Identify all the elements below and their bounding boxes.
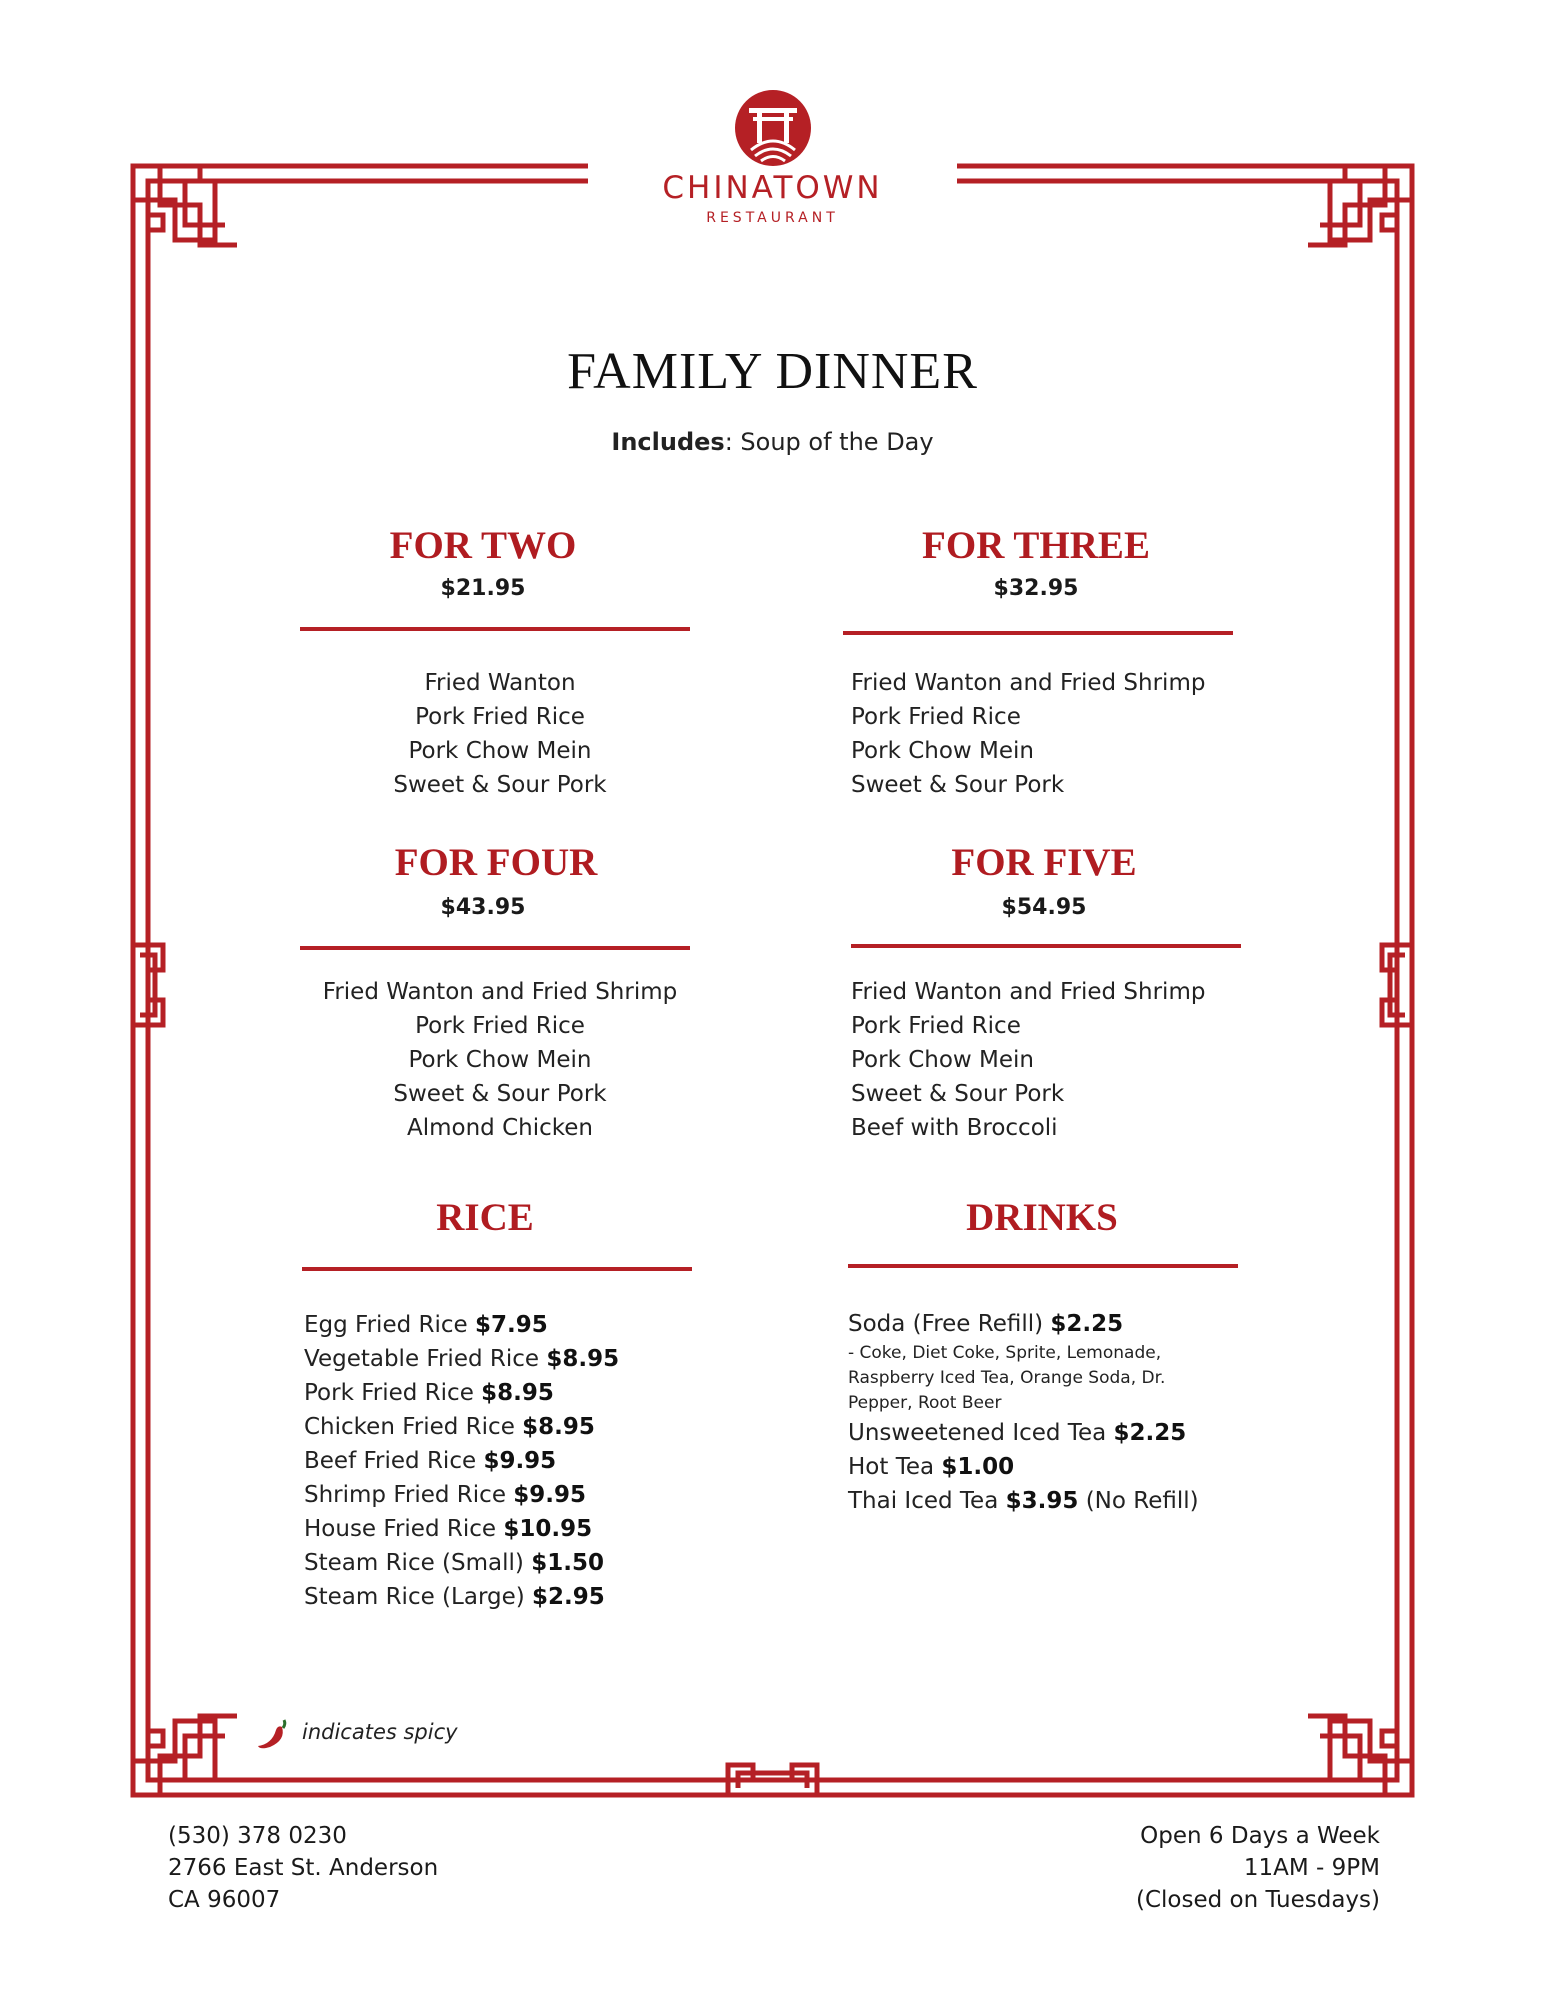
list-item: Pork Chow Mein <box>408 738 592 764</box>
list-item: Sweet & Sour Pork <box>393 772 607 798</box>
section-divider <box>300 627 690 631</box>
list-item: Fried Wanton and Fried Shrimp <box>851 670 1206 696</box>
list-item: Pork Chow Mein <box>408 1047 592 1073</box>
list-item: Almond Chicken <box>407 1115 593 1141</box>
hours-line: Open 6 Days a Week <box>1140 1823 1380 1849</box>
list-item: Shrimp Fried Rice $9.95 <box>304 1482 587 1508</box>
menu-title: FAMILY DINNER <box>567 343 978 400</box>
list-item: Sweet & Sour Pork <box>851 1081 1065 1107</box>
list-item: Sweet & Sour Pork <box>393 1081 607 1107</box>
list-item: Pork Fried Rice <box>851 704 1021 730</box>
brand-subtitle: RESTAURANT <box>706 210 839 226</box>
list-item: Hot Tea $1.00 <box>848 1454 1015 1480</box>
list-item: Pork Fried Rice $8.95 <box>304 1380 554 1406</box>
item-list-for-two <box>300 666 700 802</box>
spicy-legend-text: indicates spicy <box>302 1720 458 1744</box>
list-item: Chicken Fried Rice $8.95 <box>304 1414 595 1440</box>
section-divider <box>851 944 1241 948</box>
chili-pepper-icon <box>256 1716 292 1752</box>
section-title-for-two: FOR TWO <box>389 524 577 567</box>
list-item: House Fried Rice $10.95 <box>304 1516 593 1542</box>
hours-line: (Closed on Tuesdays) <box>1135 1887 1380 1913</box>
list-item: Sweet & Sour Pork <box>851 772 1065 798</box>
list-item: Thai Iced Tea $3.95 (No Refill) <box>848 1488 1199 1514</box>
includes-label: Includes <box>611 428 725 456</box>
list-item: Fried Wanton <box>424 670 576 696</box>
list-item: Beef Fried Rice $9.95 <box>304 1448 557 1474</box>
list-item: Pork Fried Rice <box>415 704 585 730</box>
list-item: Vegetable Fried Rice $8.95 <box>304 1346 620 1372</box>
section-divider <box>848 1264 1238 1268</box>
brand-name: CHINATOWN <box>662 170 883 206</box>
list-item: Egg Fried Rice $7.95 <box>304 1312 548 1338</box>
section-title-for-four: FOR FOUR <box>394 841 598 884</box>
section-divider <box>300 946 690 950</box>
phone-number: (530) 378 0230 <box>168 1823 347 1849</box>
section-title-for-three: FOR THREE <box>922 524 1150 567</box>
section-price-for-five: $54.95 <box>1001 895 1087 920</box>
opening-hours <box>1136 1820 1380 1916</box>
section-title-drinks: DRINKS <box>966 1196 1118 1239</box>
list-item: Pork Chow Mein <box>851 1047 1035 1073</box>
gate-logo-icon <box>733 88 813 168</box>
list-item: Pork Fried Rice <box>851 1013 1021 1039</box>
section-title-for-five: FOR FIVE <box>951 841 1137 884</box>
section-divider <box>302 1267 692 1271</box>
item-list-for-five <box>851 975 1251 1145</box>
address-line: CA 96007 <box>168 1887 281 1913</box>
item-list-for-three <box>851 666 1251 802</box>
list-item: Fried Wanton and Fried Shrimp <box>851 979 1206 1005</box>
contact-info <box>168 1820 438 1916</box>
address-line: 2766 East St. Anderson <box>168 1855 439 1881</box>
item-list-rice <box>304 1308 724 1614</box>
list-item: Steam Rice (Large) $2.95 <box>304 1584 605 1610</box>
includes-line <box>0 428 1545 456</box>
list-item: Steam Rice (Small) $1.50 <box>304 1550 604 1576</box>
hours-line: 11AM - 9PM <box>1243 1855 1380 1881</box>
soda-options-note: - Coke, Diet Coke, Sprite, Lemonade, Raspberry Iced Tea, Orange Soda, Dr. Pepper, Root Beer <box>848 1343 1166 1413</box>
list-item: Pork Fried Rice <box>415 1013 585 1039</box>
section-price-for-three: $32.95 <box>993 576 1079 601</box>
restaurant-logo <box>0 88 1545 173</box>
item-list-drinks <box>848 1307 1268 1518</box>
item-list-for-four <box>300 975 700 1145</box>
list-item: Soda (Free Refill) $2.25 <box>848 1311 1124 1337</box>
includes-text: : Soup of the Day <box>724 428 934 456</box>
list-item: Pork Chow Mein <box>851 738 1035 764</box>
section-price-for-two: $21.95 <box>440 576 526 601</box>
list-item: Fried Wanton and Fried Shrimp <box>322 979 678 1005</box>
list-item: Unsweetened Iced Tea $2.25 <box>848 1420 1187 1446</box>
list-item: Beef with Broccoli <box>851 1115 1058 1141</box>
section-divider <box>843 631 1233 635</box>
section-title-rice: RICE <box>436 1196 534 1239</box>
section-price-for-four: $43.95 <box>440 895 526 920</box>
